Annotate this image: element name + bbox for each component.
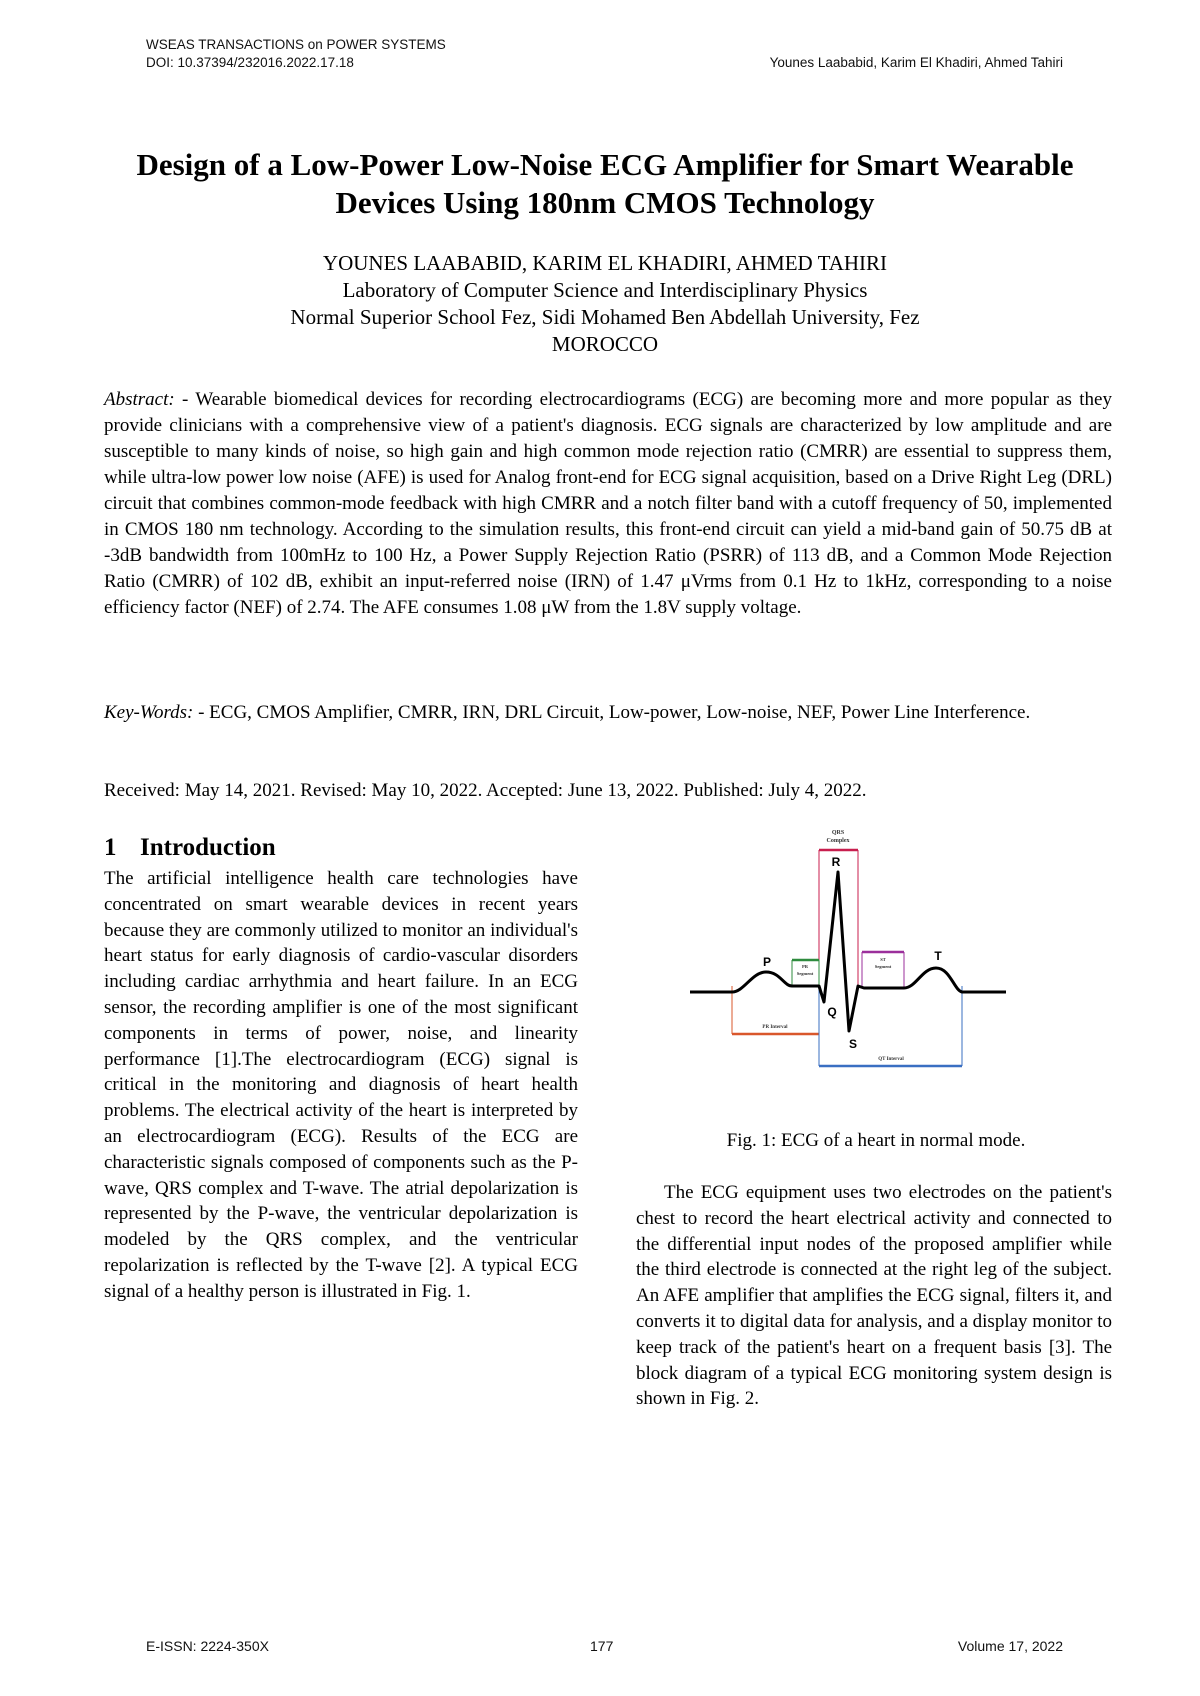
footer-page-number: 177 [590,1638,614,1654]
pr-interval-label: PR Interval [762,1025,788,1030]
pr-segment-label-bottom: Segment [796,971,814,976]
figure-caption: Fig. 1: ECG of a heart in normal mode. [726,1130,1026,1151]
qt-interval-marker [819,986,962,1066]
publication-dates: Received: May 14, 2021. Revised: May 10, 2022. Accepted: June 13, 2022. Published: July 4, 2022. [104,780,867,801]
footer-volume: Volume 17, 2022 [957,1638,1063,1654]
right-column-paragraph: The ECG equipment uses two electrodes on the patient's chest to record the heart electrical activity and connected to the differential input nodes of the proposed amplifier while the third electrode is connected at the right leg of the subject. An AFE amplifier that amplifies the ECG signal, filters it, and converts it to digital data for analysis, and a display monitor to keep track of the patient's heart on a frequent basis [3]. The block diagram of a typical ECG monitoring system design is shown in Fig. 2. [636,1182,1112,1410]
paper-title: Design of a Low-Power Low-Noise ECG Amplifier for Smart Wearable Devices Using 180nm CMOS Technology [136,147,1074,220]
ecg-waveform-figure [686,826,1046,1116]
qrs-complex-marker [819,850,858,986]
affiliation-school: Normal Superior School Fez, Sidi Mohamed Ben Abdellah University, Fez [290,305,920,329]
running-header-authors: Younes Laababid, Karim El Khadiri, Ahmed Tahiri [769,55,1063,70]
st-segment-label-bottom: Segment [874,964,892,969]
keywords-label: Key-Words: [104,702,194,723]
s-point-label: S [848,1037,858,1051]
running-header-doi: DOI: 10.37394/232016.2022.17.18 [146,55,354,70]
section-title: Introduction [140,834,276,861]
abstract [104,387,1112,621]
st-segment-label-top: ST [880,957,886,962]
qrs-label-top: QRS [831,830,845,836]
q-point-label: Q [827,1005,837,1019]
author-block [0,250,1200,358]
author-names: YOUNES LAABABID, KARIM EL KHADIRI, AHMED TAHIRI [322,251,888,275]
introduction-paragraph: The artificial intelligence health care technologies have concentrated on smart wearable devices in recent years because they are commonly utilized to monitor an individual's heart status for early diagnosis of cardio-vascular disorders including cardiac arrhythmia and heart failure. In an ECG sensor, the recording amplifier is one of the most significant components in terms of power, noise, and linearity performance [1].The electrocardiogram (ECG) signal is critical in the monitoring and diagnosis of heart health problems. The electrical activity of the heart is interpreted by an electrocardiogram (ECG). Results of the ECG are characteristic signals composed of components such as the P-wave, QRS complex and T-wave. The atrial depolarization is represented by the P-wave, the ventricular depolarization is modeled by the QRS complex, and the ventricular repolarization is reflected by the T-wave [2]. A typical ECG signal of a healthy person is illustrated in Fig. 1. [104,868,578,1302]
t-wave-label: T [934,949,942,963]
running-header-journal: WSEAS TRANSACTIONS on POWER SYSTEMS [146,37,446,52]
section-number: 1 [104,834,117,861]
section-heading-introduction [104,833,276,863]
footer-issn: E-ISSN: 2224-350X [146,1638,269,1654]
ecg-trace [690,872,1006,1031]
r-peak-label: R [831,855,841,869]
keywords [104,700,1112,726]
affiliation-lab: Laboratory of Computer Science and Interdisciplinary Physics [342,278,868,302]
qt-interval-label: QT Interval [878,1057,904,1062]
abstract-label: Abstract: [104,389,175,410]
qrs-label-bottom: Complex [826,838,850,844]
abstract-text: - Wearable biomedical devices for recording electrocardiograms (ECG) are becoming more and more popular as they provide clinicians with a comprehensive view of a patient's diagnosis. ECG signals are characterized by low amplitude and are susceptible to many kinds of noise, so high gain and high common mode rejection ratio (CMRR) are essential to suppress them, while ultra-low power low noise (AFE) is used for Analog front-end for ECG signal acquisition, based on a Drive Right Leg (DRL) circuit that combines common-mode feedback with high CMRR and a notch filter band with a cutoff frequency of 50, implemented in CMOS 180 nm technology. According to the simulation results, this front-end circuit can yield a mid-band gain of 50.75 dB at -3dB bandwidth from 100mHz to 100 Hz, a Power Supply Rejection Ratio (PSRR) of 113 dB, and a Common Mode Rejection Ratio (CMRR) of 102 dB, exhibit an input-referred noise (IRN) of 1.47 μVrms from 0.1 Hz to 1kHz, corresponding to a noise efficiency factor (NEF) of 2.74. The AFE consumes 1.08 μW from the 1.8V supply voltage. [104,389,1112,618]
p-wave-label: P [762,955,772,969]
affiliation-country: MOROCCO [551,332,659,356]
keywords-text: - ECG, CMOS Amplifier, CMRR, IRN, DRL Circuit, Low-power, Low-noise, NEF, Power Line Interference. [193,702,1031,723]
pr-segment-label-top: PR [802,964,808,969]
